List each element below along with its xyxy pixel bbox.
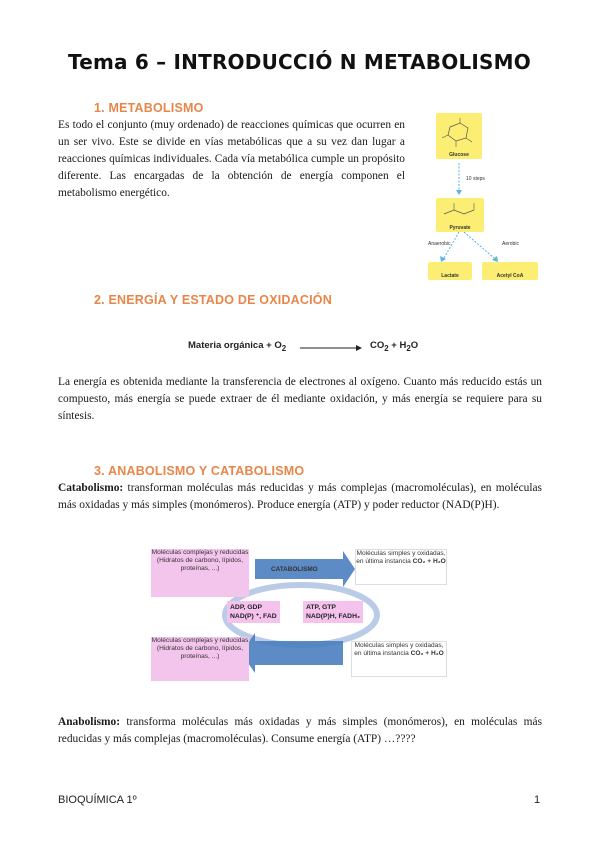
complex-molecules-top-box: Moléculas complejas y reducidas (Hidratos de carbono, lípidos, proteínas, ...) — [151, 549, 249, 597]
equation-left — [188, 340, 286, 353]
glycolysis-figure — [424, 110, 548, 280]
catabolism-body: transforman moléculas más reducidas y más complejas (macromoléculas), en moléculas más oxidadas y más simples (monómeros). Produce energía (ATP) y poder reductor (NAD(P)H). — [58, 482, 542, 511]
section-heading-energia: 2. ENERGÍA Y ESTADO DE OXIDACIÓN — [94, 293, 332, 307]
glucose-box — [436, 113, 482, 159]
catabolism-paragraph — [58, 480, 542, 514]
glucose-label: Glucose — [449, 152, 469, 158]
equation-arrow-icon — [300, 343, 362, 353]
section-body-energia: La energía es obtenida mediante la transferencia de electrones al oxígeno. Cuanto más reducido estás un compuesto, más energía se puede extraer de él mediante oxidación, y más energía se requiere para su síntesis. — [58, 376, 542, 422]
equation-right-sub2: 2 — [406, 343, 411, 353]
complex-molecules-bottom-box: Moléculas complejas y reducidas (Hidratos de carbono, lípidos, proteínas, ...) — [151, 637, 249, 681]
atp-gtp-box — [303, 601, 363, 623]
footer-subject: BIOQUÍMICA 1º — [58, 794, 137, 806]
equation-left-text: Materia orgánica + O — [188, 340, 282, 351]
nadph-label: NAD(P)H, FADH₂ — [306, 613, 360, 620]
steps-label: 10 steps — [466, 176, 485, 182]
page-title: Tema 6 – INTRODUCCIÓ N METABOLISMO — [68, 50, 531, 74]
glucose-structure-icon — [436, 113, 482, 153]
catabolismo-label: CATABOLISMO — [271, 566, 318, 573]
pyruvate-label: Pyruvate — [449, 225, 471, 231]
simple-molecules-bottom-box — [351, 641, 447, 677]
anabolism-body: transforma moléculas más oxidadas y más simples (monómeros), en moléculas más reducidas y más complejas (macromoléculas). Consume energía (ATP) …???? — [58, 716, 542, 745]
anabolism-paragraph — [58, 714, 542, 748]
adp-gdp-box — [227, 601, 280, 623]
anaerobic-label: Anaerobic — [428, 241, 451, 247]
atp-label: ATP, GTP — [306, 604, 336, 611]
simple-molecules-top-box — [355, 549, 447, 585]
equation-right-o: O — [410, 340, 419, 351]
section-heading-metabolismo: 1. METABOLISMO — [94, 101, 204, 115]
lactate-box — [428, 262, 472, 280]
aerobic-label: Aerobic — [502, 241, 519, 247]
oxidation-equation — [188, 338, 428, 356]
pyruvate-box — [436, 198, 484, 232]
equation-right — [370, 340, 418, 353]
equation-right-co: CO — [370, 340, 385, 351]
simple-top-co2: CO₂ + H₂O — [412, 558, 446, 566]
equation-right-sub1: 2 — [384, 343, 389, 353]
section-body-metabolismo: Es todo el conjunto (muy ordenado) de reacciones químicas que ocurren en un ser vivo. Este se divide en vías metabólicas que a su vez dan lugar a reacciones químicas individuales. Cada vía metabólica cumple un propósito diferente. Las encargadas de la obtención de energía componen el metabolismo energético. — [58, 119, 405, 199]
equation-right-h: + H — [388, 340, 407, 351]
acetyl-coa-label: Acetyl CoA — [496, 273, 524, 279]
adp-label: ADP, GDP — [230, 604, 262, 611]
acetyl-coa-box — [482, 262, 538, 280]
catabolism-term: Catabolismo: — [58, 482, 124, 494]
nadp-label: NAD(P) ⁺, FAD — [230, 613, 277, 620]
footer-page-number: 1 — [534, 794, 541, 806]
equation-left-sub: 2 — [281, 343, 287, 353]
pyruvate-structure-icon — [436, 198, 484, 224]
metabolism-diagram — [143, 543, 456, 685]
simple-bottom-text: Moléculas simples y oxidadas, en última instancia — [354, 642, 444, 658]
simple-top-text: Moléculas simples y oxidadas, en última instancia — [356, 550, 446, 566]
simple-bottom-co2: CO₂ + H₂O — [410, 650, 444, 658]
lactate-label: Lactate — [441, 273, 459, 279]
section-heading-anabolismo: 3. ANABOLISMO Y CATABOLISMO — [94, 464, 305, 478]
anabolism-term: Anabolismo: — [58, 716, 121, 728]
